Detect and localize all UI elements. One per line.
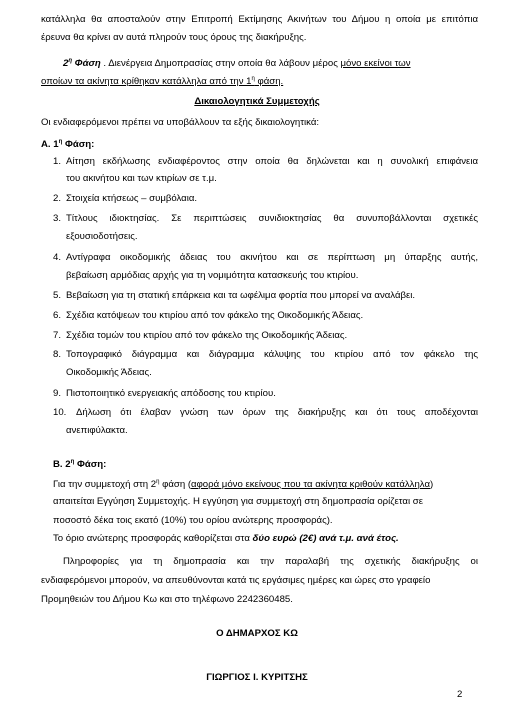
phase2-intro-line-2: οποίων τα ακίνητα κρίθηκαν κατάλληλα από την $1^\eta$ φάση. bbox=[41, 76, 284, 88]
list-item-number: 1. bbox=[53, 156, 62, 167]
list-item-text: βεβαίωση αρμόδιας αρχής για τη νομιμότητα κατασκευής του κτιρίου. bbox=[66, 270, 359, 281]
list-item-number: 9. bbox=[53, 388, 62, 399]
mayor-title: Ο ΔΗΜΑΡΧΟΣ ΚΩ bbox=[216, 628, 298, 639]
phase2-underlined: μόνο εκείνοι των bbox=[340, 58, 411, 70]
list-item-text: Τίτλους ιδιοκτησίας. Σε περιπτώσεις συνιδιοκτησίας θα συνυποβάλλονται σχετικές bbox=[66, 213, 478, 224]
intro-line-2: έρευνα θα κρίνει αν αυτά πληρούν τους όρους της διακήρυξης. bbox=[41, 32, 307, 43]
phase-b-line-1: Για την συμμετοχή στη $2^\eta$ φάση (αφορά μόνο εκείνους που τα ακίνητα κριθούν κατάλληλα) bbox=[53, 479, 434, 491]
list-item-text: Αίτηση εκδήλωσης ενδιαφέροντος στην οποία θα δηλώνεται και η συνολική επιφάνεια bbox=[66, 156, 478, 167]
list-item-text: ανεπιφύλακτα. bbox=[66, 425, 128, 436]
list-item-text: Στοιχεία κτήσεως – συμβόλαια. bbox=[66, 193, 198, 204]
list-item-number: 6. bbox=[53, 310, 62, 321]
mayor-name: ΓΙΩΡΓΙΟΣ Ι. ΚΥΡΙΤΣΗΣ bbox=[206, 672, 308, 683]
phase-b-heading: Β. $2^\eta$ Φάση: bbox=[53, 459, 107, 471]
list-item-number: 4. bbox=[53, 252, 62, 263]
list-item-text: Σχέδια τομών του κτιρίου από τον φάκελο της Οικοδομικής Άδειας. bbox=[66, 330, 348, 341]
list-item-text: Τοπογραφικό διάγραμμα και διάγραμμα κάλυψης του κτιρίου από τον φάκελο της bbox=[66, 349, 478, 360]
phase-a-heading: Α. $1^\eta$ Φάση: bbox=[41, 139, 95, 151]
list-item-number: 8. bbox=[53, 349, 62, 360]
phase-b-line-2: απαιτείται Εγγύηση Συμμετοχής. Η εγγύηση για συμμετοχή στη δημοπρασία ορίζεται σε bbox=[53, 496, 423, 507]
list-item-text: Σχέδια κατόψεων του κτιρίου από τον φάκελο της Οικοδομικής Άδειας. bbox=[66, 310, 364, 321]
list-item-text: Οικοδομικής Άδειας. bbox=[66, 367, 152, 378]
page-number: 2 bbox=[457, 689, 463, 700]
phase2-label: $2^\eta$ Φάση bbox=[63, 58, 101, 70]
list-item-text: Πιστοποιητικό ενεργειακής απόδοσης του κτιρίου. bbox=[66, 388, 276, 399]
info-line-2: ενδιαφερόμενοι μπορούν, να απευθύνονται κατά τις εργάσιμες ημέρες και ώρες στο γραφείο bbox=[41, 575, 431, 586]
list-item-text: Δήλωση ότι έλαβαν γνώση των όρων της διακήρυξης και ότι τους αποδέχονται bbox=[76, 407, 478, 418]
phase2-intro-line-1 bbox=[63, 55, 411, 70]
phase-b-line-3: ποσοστό δέκα τοις εκατό (10%) του ορίου ανώτερης προσφοράς). bbox=[53, 515, 333, 526]
list-item-number: 10. bbox=[53, 407, 67, 418]
list-item-number: 5. bbox=[53, 290, 62, 301]
list-item-number: 3. bbox=[53, 213, 62, 224]
section-intro: Οι ενδιαφερόμενοι πρέπει να υποβάλλουν τα εξής δικαιολογητικά: bbox=[41, 117, 320, 128]
phase-b-line-4: Το όριο ανώτερης προσφοράς καθορίζεται στα δύο ευρώ (2€) ανά τ.μ. ανά έτος. bbox=[53, 533, 399, 544]
list-item-text: εξουσιοδοτήσεις. bbox=[66, 231, 138, 242]
list-item-text: Βεβαίωση για τη στατική επάρκεια και τα ωφέλιμα φορτία που μπορεί να αναλάβει. bbox=[66, 290, 416, 301]
list-item-text: Αντίγραφα οικοδομικής άδειας του ακινήτου και σε περίπτωση μη ύπαρξης αυτής, bbox=[66, 252, 478, 263]
list-item-number: 2. bbox=[53, 193, 62, 204]
info-line-1: Πληροφορίες για τη δημοπρασία και την παραλαβή της σχετικής διακήρυξης οι bbox=[63, 556, 478, 567]
phase2-text: . Διενέργεια Δημοπρασίας στην οποία θα λάβουν μέρος bbox=[100, 58, 341, 70]
list-item-number: 7. bbox=[53, 330, 62, 341]
info-line-3: Προμηθειών του Δήμου Κω και στο τηλέφωνο 2242360485. bbox=[41, 594, 293, 605]
list-item-text: του ακινήτου και των κτιρίων σε τ.μ. bbox=[66, 173, 217, 184]
intro-line-1: κατάλληλα θα αποσταλούν στην Επιτροπή Εκτίμησης Ακινήτων του Δήμου η οποία με επιτόπια bbox=[41, 14, 478, 25]
section-title: Δικαιολογητικά Συμμετοχής bbox=[194, 96, 320, 107]
